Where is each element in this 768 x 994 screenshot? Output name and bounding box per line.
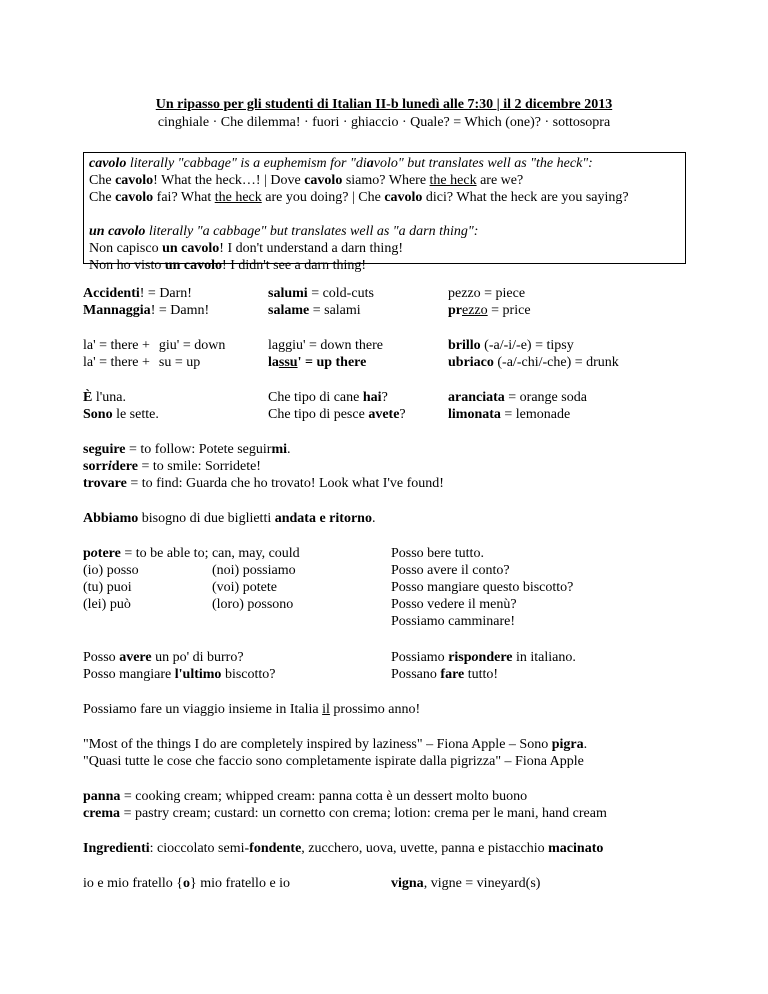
box-text: literally "a cabbage" but translates well as "a darn thing":	[145, 224, 479, 239]
definition: = pastry cream; custard: un cornetto con crema; lotion: crema per le mani, hand cream	[120, 806, 607, 821]
example: in italiano.	[512, 650, 576, 665]
box-line-6	[89, 257, 680, 274]
term: ' = up there	[297, 355, 367, 370]
definition: ?	[399, 407, 406, 422]
box-text: ! What the heck…! | Dove	[153, 173, 305, 188]
example: Possiamo	[391, 650, 449, 665]
conjugation: (voi) potete	[212, 580, 277, 595]
box-text: fai? What	[153, 190, 215, 205]
box-line-4	[89, 223, 680, 240]
stress-mark: o	[471, 650, 479, 665]
box-text: volo" but translates well as "the heck":	[373, 156, 593, 171]
cream-section	[83, 788, 607, 822]
term: Abbiamo	[83, 511, 139, 526]
term: pigra	[551, 737, 584, 752]
box-text: are you doing? | Che	[261, 190, 385, 205]
box-text: Che	[89, 190, 116, 205]
definition: = price	[487, 303, 531, 318]
vocab-r1-c1	[83, 285, 209, 319]
definition: giu' = down	[158, 338, 226, 353]
underlined-text: il	[322, 702, 330, 717]
term: dere	[111, 459, 138, 474]
term: aranciata	[448, 390, 505, 405]
term: avere	[119, 650, 152, 665]
definition: = orange soda	[504, 390, 587, 405]
vocab-r3-c1	[83, 389, 159, 423]
term: ubriaco	[448, 355, 494, 370]
page-title-text: Un ripasso per gli studenti di Italian II-b lunedì alle 7:30 | il 2 dicembre 2013	[155, 97, 613, 112]
term-un-cavolo: un cavolo	[164, 258, 223, 273]
term: la	[268, 355, 279, 370]
term: andata e ritorno	[274, 511, 372, 526]
definition: (-a/-chi/-che) = drunk	[493, 355, 619, 370]
definition: laggiu' = down there	[268, 338, 384, 353]
stress-mark: a	[366, 156, 374, 171]
example: Posso bere tutto.	[391, 546, 484, 561]
term: trovare	[83, 476, 127, 491]
term: risp	[448, 650, 472, 665]
term: Accidenti	[83, 286, 140, 301]
term: macinato	[548, 841, 604, 856]
vocab-r3-c2	[268, 389, 406, 423]
definition: ! = Darn!	[139, 286, 192, 301]
term-cavolo: cavolo	[89, 156, 127, 171]
term: salame	[268, 303, 310, 318]
example: biscotto?	[221, 667, 276, 682]
definition: le sette.	[112, 407, 159, 422]
viaggio-line	[83, 701, 420, 718]
cavolo-box	[83, 152, 686, 273]
definition: Che tipo di pesce	[268, 407, 369, 422]
stress-mark: o	[90, 546, 98, 561]
box-text: ! I didn't see a darn thing!	[222, 258, 367, 273]
vocab-r3-c3	[448, 389, 587, 423]
definition: .	[287, 442, 291, 457]
box-text: Non capisco	[89, 241, 163, 256]
subtitle-text: cinghiale · Che dilemma! · fuori · ghiaccio · Quale? = Which (one)? · sottosopra	[157, 115, 611, 130]
term-cavolo: cavolo	[304, 173, 343, 188]
underlined-text: ssu	[278, 355, 298, 370]
definition: la' = there +	[83, 338, 150, 353]
quote-text: .	[583, 737, 588, 752]
page-title	[0, 96, 768, 113]
definition: = lemonade	[500, 407, 571, 422]
potere-definition	[83, 545, 300, 562]
conjugation: (lei) può	[83, 597, 131, 612]
definition: = cooking cream; whipped cream: panna cotta è un dessert molto buono	[120, 789, 528, 804]
term: Mannaggia	[83, 303, 151, 318]
example: Posso	[83, 650, 120, 665]
vocab-r1-c3	[448, 285, 531, 319]
definition: = cold-cuts	[307, 286, 374, 301]
sentence-text: , zucchero, uova, uvette, panna e pistacchio	[301, 841, 549, 856]
vigna-line	[391, 875, 540, 892]
vocab-r2-c3	[448, 337, 619, 371]
fratello-line	[83, 875, 290, 892]
potere-conj-right	[212, 562, 296, 613]
underlined-text: the heck	[429, 173, 477, 188]
page-subtitle	[0, 114, 768, 131]
term-cavolo: cavolo	[384, 190, 423, 205]
sentence-text: bisogno di due biglietti	[138, 511, 275, 526]
ingredienti-line	[83, 840, 603, 857]
box-text: are we?	[476, 173, 524, 188]
conjugation: (io) posso	[83, 563, 139, 578]
term: Ingredienti	[83, 841, 150, 856]
sentence-text: io e mio fratello {	[83, 876, 184, 891]
definition: = to be able to; can, may, could	[120, 546, 300, 561]
term: tere	[97, 546, 121, 561]
example: Posso avere il conto?	[391, 563, 510, 578]
term: mi	[271, 442, 288, 457]
definition: su = up	[158, 355, 201, 370]
term: crema	[83, 806, 121, 821]
box-line-2	[89, 172, 680, 189]
definition: Che tipo di cane	[268, 390, 363, 405]
term: salumi	[268, 286, 308, 301]
abbiamo-line	[83, 510, 375, 527]
term: brillo	[448, 338, 481, 353]
vocab-r2-c1	[83, 337, 225, 371]
term: pr	[448, 303, 462, 318]
sentence-text: : cioccolato semi-	[149, 841, 250, 856]
potere-conj-left	[83, 562, 139, 613]
term: Sono	[83, 407, 113, 422]
term: l'ultimo	[174, 667, 222, 682]
sentence-text: prossimo anno!	[329, 702, 421, 717]
term: fare	[440, 667, 465, 682]
box-text: Che	[89, 173, 116, 188]
definition: pezzo = piece	[448, 286, 526, 301]
definition: (-a/-i/-e) = tipsy	[480, 338, 574, 353]
box-text: literally "cabbage" is a euphemism for "di	[126, 156, 367, 171]
term: avete	[368, 407, 400, 422]
definition: = to smile: Sorridete!	[137, 459, 261, 474]
box-line-3	[89, 189, 680, 206]
sentence-text: Possiamo fare un viaggio insieme in Italia	[83, 702, 323, 717]
potere-examples	[391, 545, 573, 630]
definition: ! = Damn!	[150, 303, 210, 318]
vocab-r2-c2	[268, 337, 383, 371]
box-line-5	[89, 240, 680, 257]
conjugation: (loro) p	[212, 597, 255, 612]
example: Posso mangiare	[83, 667, 175, 682]
term: fondente	[249, 841, 302, 856]
term-cavolo: cavolo	[115, 190, 154, 205]
term: seguire	[83, 442, 126, 457]
term: hai	[362, 390, 382, 405]
stress-mark: o	[254, 597, 262, 612]
definition: , vigne = vineyard(s)	[423, 876, 541, 891]
definition: l'una.	[92, 390, 126, 405]
example: tutto!	[464, 667, 499, 682]
stress-mark: i	[107, 459, 112, 474]
quote-text: "Most of the things I do are completely inspired by laziness" – Fiona Apple – Sono	[83, 737, 552, 752]
term: o	[183, 876, 191, 891]
box-line-1	[89, 155, 680, 172]
example: Posso mangiare questo biscotto?	[391, 580, 574, 595]
underlined-text: ezzo	[462, 303, 488, 318]
underlined-text: the heck	[214, 190, 262, 205]
definition: = to find: Guarda che ho trovato! Look what I've found!	[126, 476, 444, 491]
term: limonata	[448, 407, 501, 422]
definition: la' = there +	[83, 355, 150, 370]
term: È	[83, 390, 93, 405]
box-text: dici? What the heck are you saying?	[422, 190, 629, 205]
posso-right	[391, 649, 576, 683]
conjugation: (noi) possiamo	[212, 563, 296, 578]
conjugation: (tu) puoi	[83, 580, 132, 595]
posso-left	[83, 649, 275, 683]
term: panna	[83, 789, 121, 804]
term-cavolo: cavolo	[115, 173, 154, 188]
quote-section	[83, 736, 587, 770]
definition: = salami	[309, 303, 361, 318]
sentence-text: } mio fratello e io	[190, 876, 291, 891]
box-text: siamo? Where	[342, 173, 430, 188]
example: Possiamo camminare!	[391, 614, 516, 629]
term: p	[83, 546, 91, 561]
sentence-text: .	[371, 511, 376, 526]
box-spacer	[89, 206, 680, 223]
example: Posso vedere il menù?	[391, 597, 517, 612]
example: un po' di burro?	[151, 650, 244, 665]
box-text: ! I don't understand a darn thing!	[219, 241, 403, 256]
definition: = to follow: Potete seguir	[125, 442, 272, 457]
term: ndere	[478, 650, 513, 665]
definition: ?	[381, 390, 388, 405]
box-text: Non ho visto	[89, 258, 165, 273]
term: vigna	[391, 876, 424, 891]
vocab-r1-c2	[268, 285, 374, 319]
conjugation: ssono	[261, 597, 294, 612]
example: Possano	[391, 667, 441, 682]
quote-text: "Quasi tutte le cose che faccio sono completamente ispirate dalla pigrizza" – Fiona Apple	[83, 754, 584, 769]
term-un-cavolo: un cavolo	[162, 241, 220, 256]
verbs-section	[83, 441, 444, 492]
term-un-cavolo: un cavolo	[89, 224, 146, 239]
term: sorr	[83, 459, 108, 474]
